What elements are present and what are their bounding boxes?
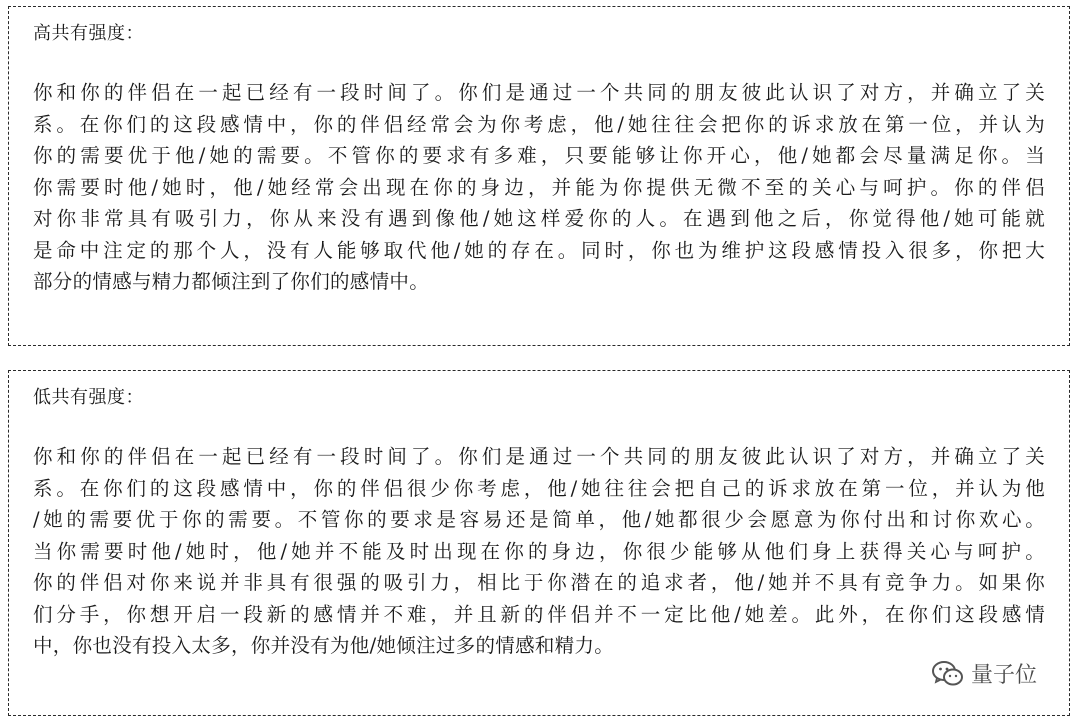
- paragraph-line: /她的需要优于你的需要。不管你的要求是容易还是简单，他/她都很少会愿意为你付出和讨你欢心。: [33, 508, 1045, 531]
- paragraph-line: 你和你的伴侣在一起已经有一段时间了。你们是通过一个共同的朋友彼此认识了对方，并确立了关: [33, 81, 1045, 104]
- high-intensity-paragraph: [33, 77, 1045, 298]
- high-intensity-box: [8, 6, 1070, 346]
- paragraph-line: 部分的情感与精力都倾注到了你们的感情中。: [33, 270, 430, 293]
- paragraph-line: 系。在你们的这段感情中，你的伴侣经常会为你考虑，他/她往往会把你的诉求放在第一位，并认为: [33, 112, 1045, 136]
- wechat-icon: [931, 660, 965, 688]
- low-intensity-box: [8, 370, 1070, 716]
- paragraph-line: 你的需要优于他/她的需要。不管你的要求有多难，只要能够让你开心，他/她都会尽量满足你。当: [33, 144, 1045, 167]
- paragraph-line: 是命中注定的那个人，没有人能够取代他/她的存在。同时，你也为维护这段感情投入很多，你把大: [33, 238, 1045, 262]
- paragraph-line: 你和你的伴侣在一起已经有一段时间了。你们是通过一个共同的朋友彼此认识了对方，并确立了关: [33, 445, 1045, 468]
- watermark: [931, 658, 1037, 689]
- paragraph-line: 们分手，你想开启一段新的感情并不难，并且新的伴侣并不一定比他/她差。此外，在你们这段感情: [33, 602, 1045, 626]
- paragraph-line: 你需要时他/她时，他/她经常会出现在你的身边，并能为你提供无微不至的关心与呵护。你的伴侣: [33, 175, 1045, 199]
- paragraph-line: 你的伴侣对你来说并非具有很强的吸引力，相比于你潜在的追求者，他/她并不具有竞争力。如果你: [33, 571, 1045, 594]
- paragraph-line: 对你非常具有吸引力，你从来没有遇到像他/她这样爱你的人。在遇到他之后，你觉得他/她可能就: [33, 207, 1045, 230]
- paragraph-line: 中，你也没有投入太多，你并没有为他/她倾注过多的情感和精力。: [33, 634, 615, 657]
- paragraph-line: 系。在你们的这段感情中，你的伴侣很少你考虑，他/她往往会把自己的诉求放在第一位，并认为他: [33, 476, 1045, 500]
- paragraph-line: 当你需要时他/她时，他/她并不能及时出现在你的身边，你很少能够从他们身上获得关心与呵护。: [33, 539, 1045, 563]
- low-intensity-title: 低共有强度：: [33, 387, 144, 408]
- low-intensity-paragraph: [33, 441, 1045, 662]
- watermark-text: 量子位: [970, 663, 1037, 688]
- high-intensity-title: 高共有强度：: [33, 23, 144, 44]
